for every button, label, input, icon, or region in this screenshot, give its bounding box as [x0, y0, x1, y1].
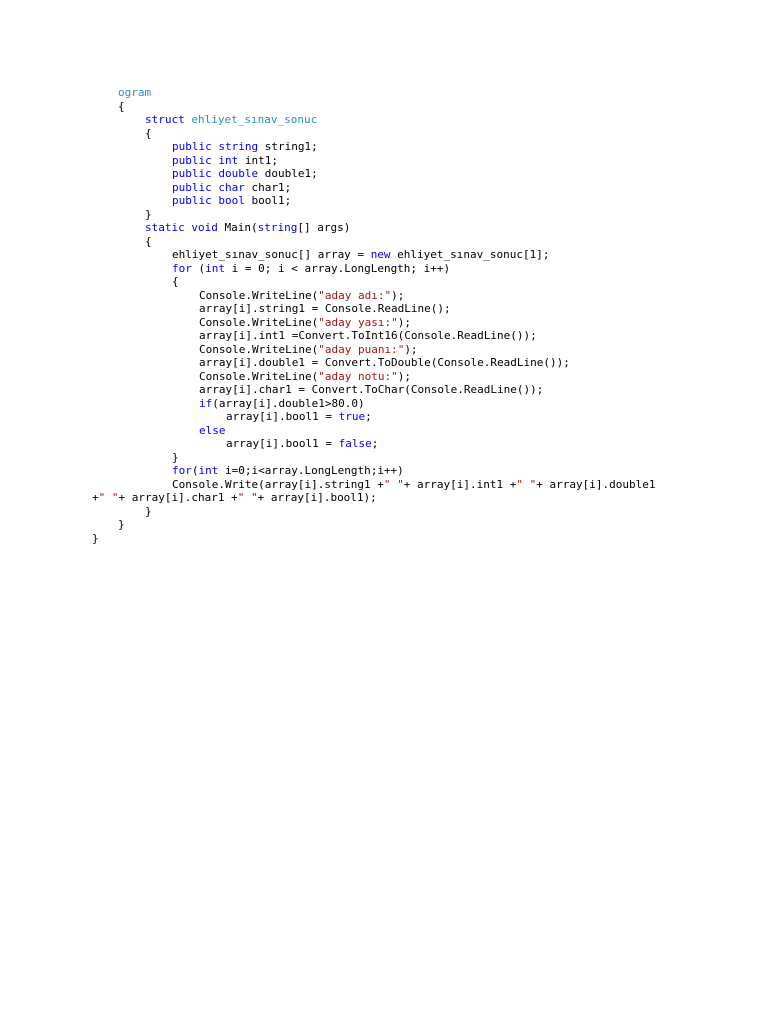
code-line [172, 167, 318, 181]
code-line [172, 262, 450, 276]
code-token: Main( [217, 221, 258, 234]
code-token: string1; [258, 140, 318, 153]
code-line [172, 248, 550, 262]
code-token: true [338, 410, 366, 423]
code-token: } [172, 450, 179, 464]
code-line [199, 343, 418, 357]
code-token: + array[i].bool1); [257, 491, 377, 504]
code-token: ; [371, 437, 379, 450]
code-token: string [257, 221, 298, 234]
code-token: int [198, 464, 219, 477]
code-token: "aday puanı:" [318, 342, 405, 356]
code-token: " " [516, 477, 537, 491]
code-token: i = 0; i < array.LongLength; i++) [225, 261, 451, 275]
code-token: array[i].int1 =Convert.ToInt16(Console.ReadLine()); [199, 329, 537, 342]
code-token: if [199, 396, 213, 410]
code-token: { [118, 99, 125, 113]
code-token: ); [397, 315, 411, 329]
code-token: public [172, 140, 212, 153]
code-token: int [218, 153, 239, 167]
code-token: array[i].double1 = Convert.ToDouble(Console.ReadLine()); [199, 356, 570, 369]
code-token: Console.WriteLine( [199, 315, 319, 329]
code-token: array[i].string1 = Console.ReadLine(); [199, 302, 451, 315]
code-token: public [172, 153, 212, 167]
code-token: ( [191, 464, 199, 477]
code-token: array[i].bool1 = [226, 410, 339, 423]
code-line [199, 424, 226, 438]
code-token: false [338, 437, 372, 450]
code-token: ehliyet_sınav_sonuc[] array = [172, 248, 371, 261]
code-token: static [145, 221, 185, 234]
code-line [199, 302, 451, 316]
code-token: ; [365, 410, 372, 423]
code-token: " " [98, 491, 119, 504]
code-line [199, 316, 411, 330]
code-line [172, 275, 179, 289]
code-token: " " [237, 491, 258, 504]
code-token: struct [145, 113, 185, 126]
code-token: ); [404, 342, 418, 356]
code-line [172, 140, 318, 154]
code-line [199, 397, 365, 411]
code-token: ); [391, 288, 405, 302]
code-line [172, 478, 655, 492]
code-token: public [172, 180, 212, 194]
code-token: "aday adı:" [318, 288, 392, 302]
code-token: double [218, 167, 259, 180]
code-token: "aday notu:" [318, 369, 398, 383]
code-line [118, 100, 125, 114]
code-line [172, 464, 404, 478]
code-token: array[i].char1 = Convert.ToChar(Console.ReadLine()); [199, 383, 544, 396]
code-token: Console.WriteLine( [199, 342, 319, 356]
code-token: public [172, 194, 212, 207]
code-line [226, 410, 372, 424]
code-token: { [145, 234, 152, 248]
code-line [145, 235, 152, 249]
code-token: new [370, 248, 391, 261]
code-line [199, 329, 537, 343]
code-token: ehliyet_sınav_sonuc[1]; [390, 248, 550, 261]
code-token: void [191, 221, 218, 234]
code-token: { [172, 275, 179, 288]
code-token: Console.WriteLine( [199, 288, 319, 302]
code-line [118, 518, 125, 532]
code-line [145, 221, 350, 235]
code-token: public [172, 167, 212, 180]
code-token: + [92, 491, 99, 504]
code-line [226, 437, 378, 451]
code-line [199, 289, 404, 303]
code-line [172, 181, 291, 195]
code-token: ehliyet_sınav_sonuc [191, 113, 318, 126]
code-token: + array[i].char1 + [118, 491, 238, 504]
code-line [172, 194, 291, 208]
code-token: char1; [244, 180, 292, 194]
code-token: } [118, 518, 125, 531]
code-token: "aday yası:" [318, 315, 398, 329]
code-token: Console.Write(array[i].string1 + [172, 477, 384, 491]
code-token: } [92, 531, 99, 545]
code-token: i=0;i<array.LongLength;i++) [218, 464, 404, 477]
code-line [92, 532, 99, 546]
code-token: double1; [258, 167, 318, 180]
code-token: ); [397, 369, 411, 383]
code-line [92, 491, 377, 505]
code-line [199, 383, 543, 397]
code-line [145, 113, 317, 127]
code-token: " " [383, 477, 404, 491]
code-token: array[i].bool1 = [226, 437, 339, 450]
code-token: [] args) [297, 221, 351, 234]
code-token: ( [191, 261, 206, 275]
code-token: for [172, 464, 192, 477]
code-token: bool1; [244, 194, 292, 207]
code-token: Console.WriteLine( [199, 369, 319, 383]
code-token: (array[i].double1>80.0) [212, 396, 365, 410]
code-token: } [145, 207, 152, 221]
code-token: int [205, 261, 225, 275]
code-line [118, 86, 151, 100]
code-line [199, 356, 570, 370]
code-token: bool [218, 194, 245, 207]
code-token: string [218, 140, 259, 153]
code-line [172, 154, 278, 168]
code-line [145, 208, 152, 222]
code-token: int1; [238, 153, 278, 167]
code-token: for [172, 261, 192, 275]
code-token: char [218, 180, 245, 194]
code-token: { [145, 126, 152, 140]
code-line [199, 370, 411, 384]
code-token: + array[i].double1 [536, 477, 656, 491]
code-token: } [145, 504, 152, 518]
code-token: ogram [118, 86, 152, 99]
code-line [172, 451, 179, 465]
code-token: + array[i].int1 + [403, 477, 517, 491]
code-token: else [199, 423, 226, 437]
code-line [145, 505, 152, 519]
code-line [145, 127, 152, 141]
